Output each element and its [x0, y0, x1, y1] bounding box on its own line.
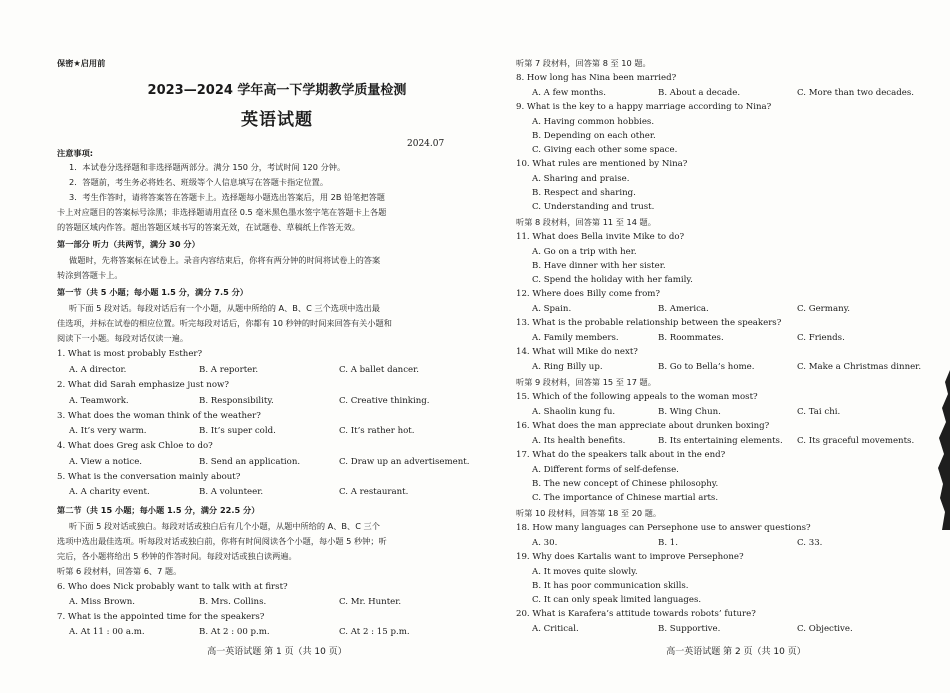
section2-intro: 完后，各小题将给出 5 秒钟的作答时间。每段对话或独白读两遍。 [57, 551, 297, 561]
question-3-option-a[interactable]: A. It’s very warm. [69, 426, 147, 436]
question-19-option-b[interactable]: B. It has poor communication skills. [532, 581, 689, 591]
question-10-option-c[interactable]: C. Understanding and trust. [532, 202, 655, 212]
part1-intro: 转涂到答题卡上。 [57, 270, 123, 280]
question-14-option-b[interactable]: B. Go to Bella’s home. [658, 362, 755, 372]
question-18-stem: 18. How many languages can Persephone use to answer questions? [516, 523, 811, 533]
question-19-option-c[interactable]: C. It can only speak limited languages. [532, 595, 702, 605]
question-15-stem: 15. Which of the following appeals to the woman most? [516, 392, 758, 402]
question-16-option-a[interactable]: A. Its health benefits. [532, 436, 626, 446]
material-7-instruction: 听第 7 段材料，回答第 8 至 10 题。 [516, 58, 651, 68]
question-7-option-b[interactable]: B. At 2 : 00 p.m. [199, 627, 270, 637]
notes-line: 3．考生作答时，请将答案答在答题卡上。选择题每小题选出答案后，用 2B 铅笔把答题 [69, 192, 385, 202]
page-2-footer: 高一英语试题 第 2 页（共 10 页） [666, 647, 806, 657]
section1-intro: 佳选项，并标在试卷的相应位置。听完每段对话后，你都有 10 秒钟的时间来回答有关小题和 [57, 318, 392, 328]
question-5-stem: 5. What is the conversation mainly about? [57, 472, 241, 482]
question-11-option-b[interactable]: B. Have dinner with her sister. [532, 261, 666, 271]
section1-intro: 听下面 5 段对话。每段对话后有一个小题，从题中所给的 A、B、C 三个选项中选出最 [69, 303, 380, 313]
subject-title: 英语试题 [241, 110, 313, 130]
question-6-option-b[interactable]: B. Mrs. Collins. [199, 597, 267, 607]
question-14-option-c[interactable]: C. Make a Christmas dinner. [797, 362, 922, 372]
question-4-stem: 4. What does Greg ask Chloe to do? [57, 441, 213, 451]
question-9-stem: 9. What is the key to a happy marriage according to Nina? [516, 102, 772, 112]
part1-heading: 第一部分 听力（共两节，满分 30 分） [57, 239, 200, 249]
question-10-option-a[interactable]: A. Sharing and praise. [532, 174, 630, 184]
question-17-option-b[interactable]: B. The new concept of Chinese philosophy. [532, 479, 719, 489]
question-12-option-b[interactable]: B. America. [658, 304, 709, 314]
question-12-option-a[interactable]: A. Spain. [532, 304, 572, 314]
material-6-instruction: 听第 6 段材料，回答第 6、7 题。 [57, 566, 182, 576]
question-17-stem: 17. What do the speakers talk about in the end? [516, 450, 726, 460]
question-12-stem: 12. Where does Billy come from? [516, 289, 660, 299]
question-13-stem: 13. What is the probable relationship between the speakers? [516, 318, 782, 328]
question-7-option-a[interactable]: A. At 11 : 00 a.m. [69, 627, 145, 637]
question-13-option-a[interactable]: A. Family members. [532, 333, 619, 343]
question-15-option-b[interactable]: B. Wing Chun. [658, 407, 721, 417]
question-8-option-a[interactable]: A. A few months. [532, 88, 606, 98]
question-20-option-b[interactable]: B. Supportive. [658, 624, 721, 634]
page-1-footer: 高一英语试题 第 1 页（共 10 页） [207, 647, 347, 657]
question-6-option-a[interactable]: A. Miss Brown. [69, 597, 135, 607]
question-20-option-a[interactable]: A. Critical. [532, 624, 579, 634]
question-4-option-a[interactable]: A. View a notice. [69, 457, 143, 467]
notes-line: 1．本试卷分选择题和非选择题两部分。满分 150 分，考试时间 120 分钟。 [69, 162, 346, 172]
question-16-option-b[interactable]: B. Its entertaining elements. [658, 436, 783, 446]
question-17-option-c[interactable]: C. The importance of Chinese martial arts. [532, 493, 719, 503]
section2-heading: 第二节（共 15 小题；每小题 1.5 分，满分 22.5 分） [57, 505, 260, 515]
torn-edge-decoration [936, 370, 950, 530]
question-3-stem: 3. What does the woman think of the weather? [57, 411, 261, 421]
question-3-option-b[interactable]: B. It’s super cold. [199, 426, 276, 436]
question-2-option-b[interactable]: B. Responsibility. [199, 396, 274, 406]
question-15-option-c[interactable]: C. Tai chi. [797, 407, 841, 417]
question-8-option-c[interactable]: C. More than two decades. [797, 88, 914, 98]
question-20-stem: 20. What is Karafera’s attitude towards robots’ future? [516, 609, 756, 619]
question-1-option-a[interactable]: A. A director. [69, 365, 127, 375]
question-5-option-a[interactable]: A. A charity event. [69, 487, 150, 497]
material-8-instruction: 听第 8 段材料，回答第 11 至 14 题。 [516, 217, 656, 227]
question-5-option-c[interactable]: C. A restaurant. [339, 487, 409, 497]
section2-intro: 选项中选出最佳选项。听每段对话或独白前，你将有时间阅读各个小题，每小题 5 秒钟；听 [57, 536, 387, 546]
material-9-instruction: 听第 9 段材料，回答第 15 至 17 题。 [516, 377, 656, 387]
question-14-stem: 14. What will Mike do next? [516, 347, 638, 357]
question-12-option-c[interactable]: C. Germany. [797, 304, 851, 314]
question-14-option-a[interactable]: A. Ring Billy up. [532, 362, 603, 372]
question-10-stem: 10. What rules are mentioned by Nina? [516, 159, 688, 169]
question-1-option-c[interactable]: C. A ballet dancer. [339, 365, 420, 375]
page-1-column [57, 0, 497, 693]
question-15-option-a[interactable]: A. Shaolin kung fu. [532, 407, 616, 417]
question-9-option-a[interactable]: A. Having common hobbies. [532, 117, 655, 127]
question-20-option-c[interactable]: C. Objective. [797, 624, 853, 634]
question-9-option-c[interactable]: C. Giving each other some space. [532, 145, 678, 155]
question-8-option-b[interactable]: B. About a decade. [658, 88, 741, 98]
question-3-option-c[interactable]: C. It’s rather hot. [339, 426, 415, 436]
exam-title: 2023—2024 学年高一下学期教学质量检测 [147, 83, 407, 98]
question-9-option-b[interactable]: B. Depending on each other. [532, 131, 656, 141]
notes-line: 2．答题前，考生务必将姓名、班级等个人信息填写在答题卡指定位置。 [69, 177, 329, 187]
question-16-stem: 16. What does the man appreciate about drunken boxing? [516, 421, 770, 431]
notes-line: 的答题区域内作答。超出答题区域书写的答案无效，在试题卷、草稿纸上作答无效。 [57, 222, 360, 232]
question-1-stem: 1. What is most probably Esther? [57, 349, 203, 359]
question-13-option-b[interactable]: B. Roommates. [658, 333, 724, 343]
notes-line: 卡上对应题目的答案标号涂黑；非选择题请用直径 0.5 毫米黑色墨水签字笔在答题卡上各题 [57, 207, 387, 217]
question-8-stem: 8. How long has Nina been married? [516, 73, 677, 83]
question-13-option-c[interactable]: C. Friends. [797, 333, 845, 343]
question-11-option-a[interactable]: A. Go on a trip with her. [532, 247, 637, 257]
notes-heading: 注意事项: [57, 148, 94, 158]
section2-intro: 听下面 5 段对话或独白。每段对话或独白后有几个小题，从题中所给的 A、B、C 三个 [69, 521, 380, 531]
question-19-stem: 19. Why does Kartalis want to improve Persephone? [516, 552, 744, 562]
exam-date: 2024.07 [407, 139, 445, 149]
section1-heading: 第一节（共 5 小题；每小题 1.5 分，满分 7.5 分） [57, 287, 248, 297]
question-7-stem: 7. What is the appointed time for the speakers? [57, 612, 265, 622]
question-2-option-c[interactable]: C. Creative thinking. [339, 396, 430, 406]
question-2-option-a[interactable]: A. Teamwork. [69, 396, 129, 406]
page-2-column [516, 0, 950, 693]
part1-intro: 做题时，先将答案标在试卷上。录音内容结束后，你将有两分钟的时间将试卷上的答案 [69, 255, 381, 265]
question-2-stem: 2. What did Sarah emphasize just now? [57, 380, 229, 390]
question-11-stem: 11. What does Bella invite Mike to do? [516, 232, 685, 242]
question-4-option-b[interactable]: B. Send an application. [199, 457, 301, 467]
question-18-option-b[interactable]: B. 1. [658, 538, 678, 548]
material-10-instruction: 听第 10 段材料，回答第 18 至 20 题。 [516, 508, 662, 518]
question-11-option-c[interactable]: C. Spend the holiday with her family. [532, 275, 693, 285]
question-6-stem: 6. Who does Nick probably want to talk with at first? [57, 582, 288, 592]
question-10-option-b[interactable]: B. Respect and sharing. [532, 188, 636, 198]
section1-intro: 阅读下一小题。每段对话仅读一遍。 [57, 333, 189, 343]
question-7-option-c[interactable]: C. At 2 : 15 p.m. [339, 627, 410, 637]
question-17-option-a[interactable]: A. Different forms of self-defense. [532, 465, 679, 475]
question-16-option-c[interactable]: C. Its graceful movements. [797, 436, 915, 446]
confidential-label: 保密★启用前 [57, 58, 106, 68]
question-19-option-a[interactable]: A. It moves quite slowly. [532, 567, 638, 577]
question-1-option-b[interactable]: B. A reporter. [199, 365, 259, 375]
question-18-option-a[interactable]: A. 30. [532, 538, 558, 548]
question-6-option-c[interactable]: C. Mr. Hunter. [339, 597, 402, 607]
question-18-option-c[interactable]: C. 33. [797, 538, 823, 548]
question-4-option-c[interactable]: C. Draw up an advertisement. [339, 457, 470, 467]
question-5-option-b[interactable]: B. A volunteer. [199, 487, 264, 497]
